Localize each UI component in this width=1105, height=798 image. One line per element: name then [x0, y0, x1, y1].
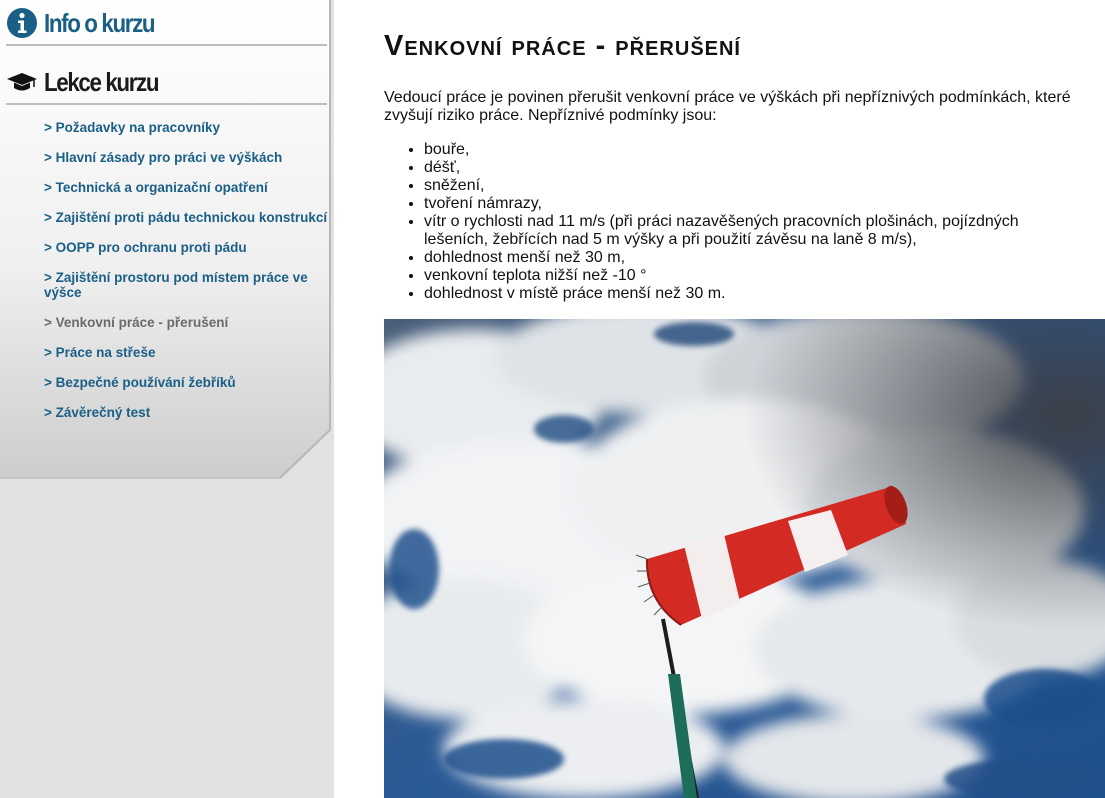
condition-item: • dohlednost v místě práce menší než 30 m. [424, 285, 1064, 303]
lesson-link-pozadavky[interactable]: > Požadavky na pracovníky [44, 120, 220, 135]
conditions-list [424, 141, 1064, 303]
lesson-link-technicka-opatreni[interactable]: > Technická a organizační opatření [44, 180, 268, 195]
lekce-kurzu-title: Lekce kurzu [44, 66, 159, 97]
condition-item: • bouře, [424, 141, 1064, 159]
info-o-kurzu-header[interactable] [6, 2, 327, 46]
lesson-link-prace-na-strese[interactable]: > Práce na střeše [44, 345, 156, 360]
lesson-link-oopp[interactable]: > OOPP pro ochranu proti pádu [44, 240, 247, 255]
lekce-kurzu-header [6, 61, 327, 105]
condition-item: • vítr o rychlosti nad 11 m/s (při práci nazavěšených pracovních plošinách, pojízdných lešeních, žebřících nad 5 m výšky a při použití závěsu na laně 8 m/s), [424, 213, 1064, 249]
main-content [334, 0, 1105, 798]
page-title [384, 30, 741, 63]
condition-item: • dohlednost menší než 30 m, [424, 249, 1064, 267]
sidebar [0, 0, 332, 480]
info-circle-icon [6, 7, 38, 39]
intro-paragraph: Vedoucí práce je povinen přerušit venkovní práce ve výškách při nepříznivých podmínkách, které zvyšují riziko práce. Nepříznivé podmínky jsou: [384, 89, 1071, 124]
condition-item: • tvoření námrazy, [424, 195, 1064, 213]
lesson-nav-list [44, 120, 332, 435]
lesson-link-zaverecny-test[interactable]: > Závěrečný test [44, 405, 151, 420]
lesson-link-zajisteni-prostoru[interactable]: > Zajištění prostoru pod místem práce ve výšce [44, 270, 308, 300]
windsock-photo [384, 319, 1105, 798]
lesson-link-zebriky[interactable]: > Bezpečné používání žebříků [44, 375, 236, 390]
lesson-link-venkovni-prace[interactable]: > Venkovní práce - přerušení [44, 315, 229, 330]
info-o-kurzu-title: Info o kurzu [44, 7, 155, 38]
lesson-link-hlavni-zasady[interactable]: > Hlavní zásady pro práci ve výškách [44, 150, 283, 165]
page-title-text: Venkovní práce - přerušení [384, 30, 741, 62]
condition-item: • déšť, [424, 159, 1064, 177]
condition-item: • sněžení, [424, 177, 1064, 195]
graduation-cap-icon [6, 66, 38, 98]
condition-item: • venkovní teplota nižší než -10 ° [424, 267, 1064, 285]
lesson-link-zajisteni-konstrukci[interactable]: > Zajištění proti pádu technickou konstrukcí [44, 210, 328, 225]
